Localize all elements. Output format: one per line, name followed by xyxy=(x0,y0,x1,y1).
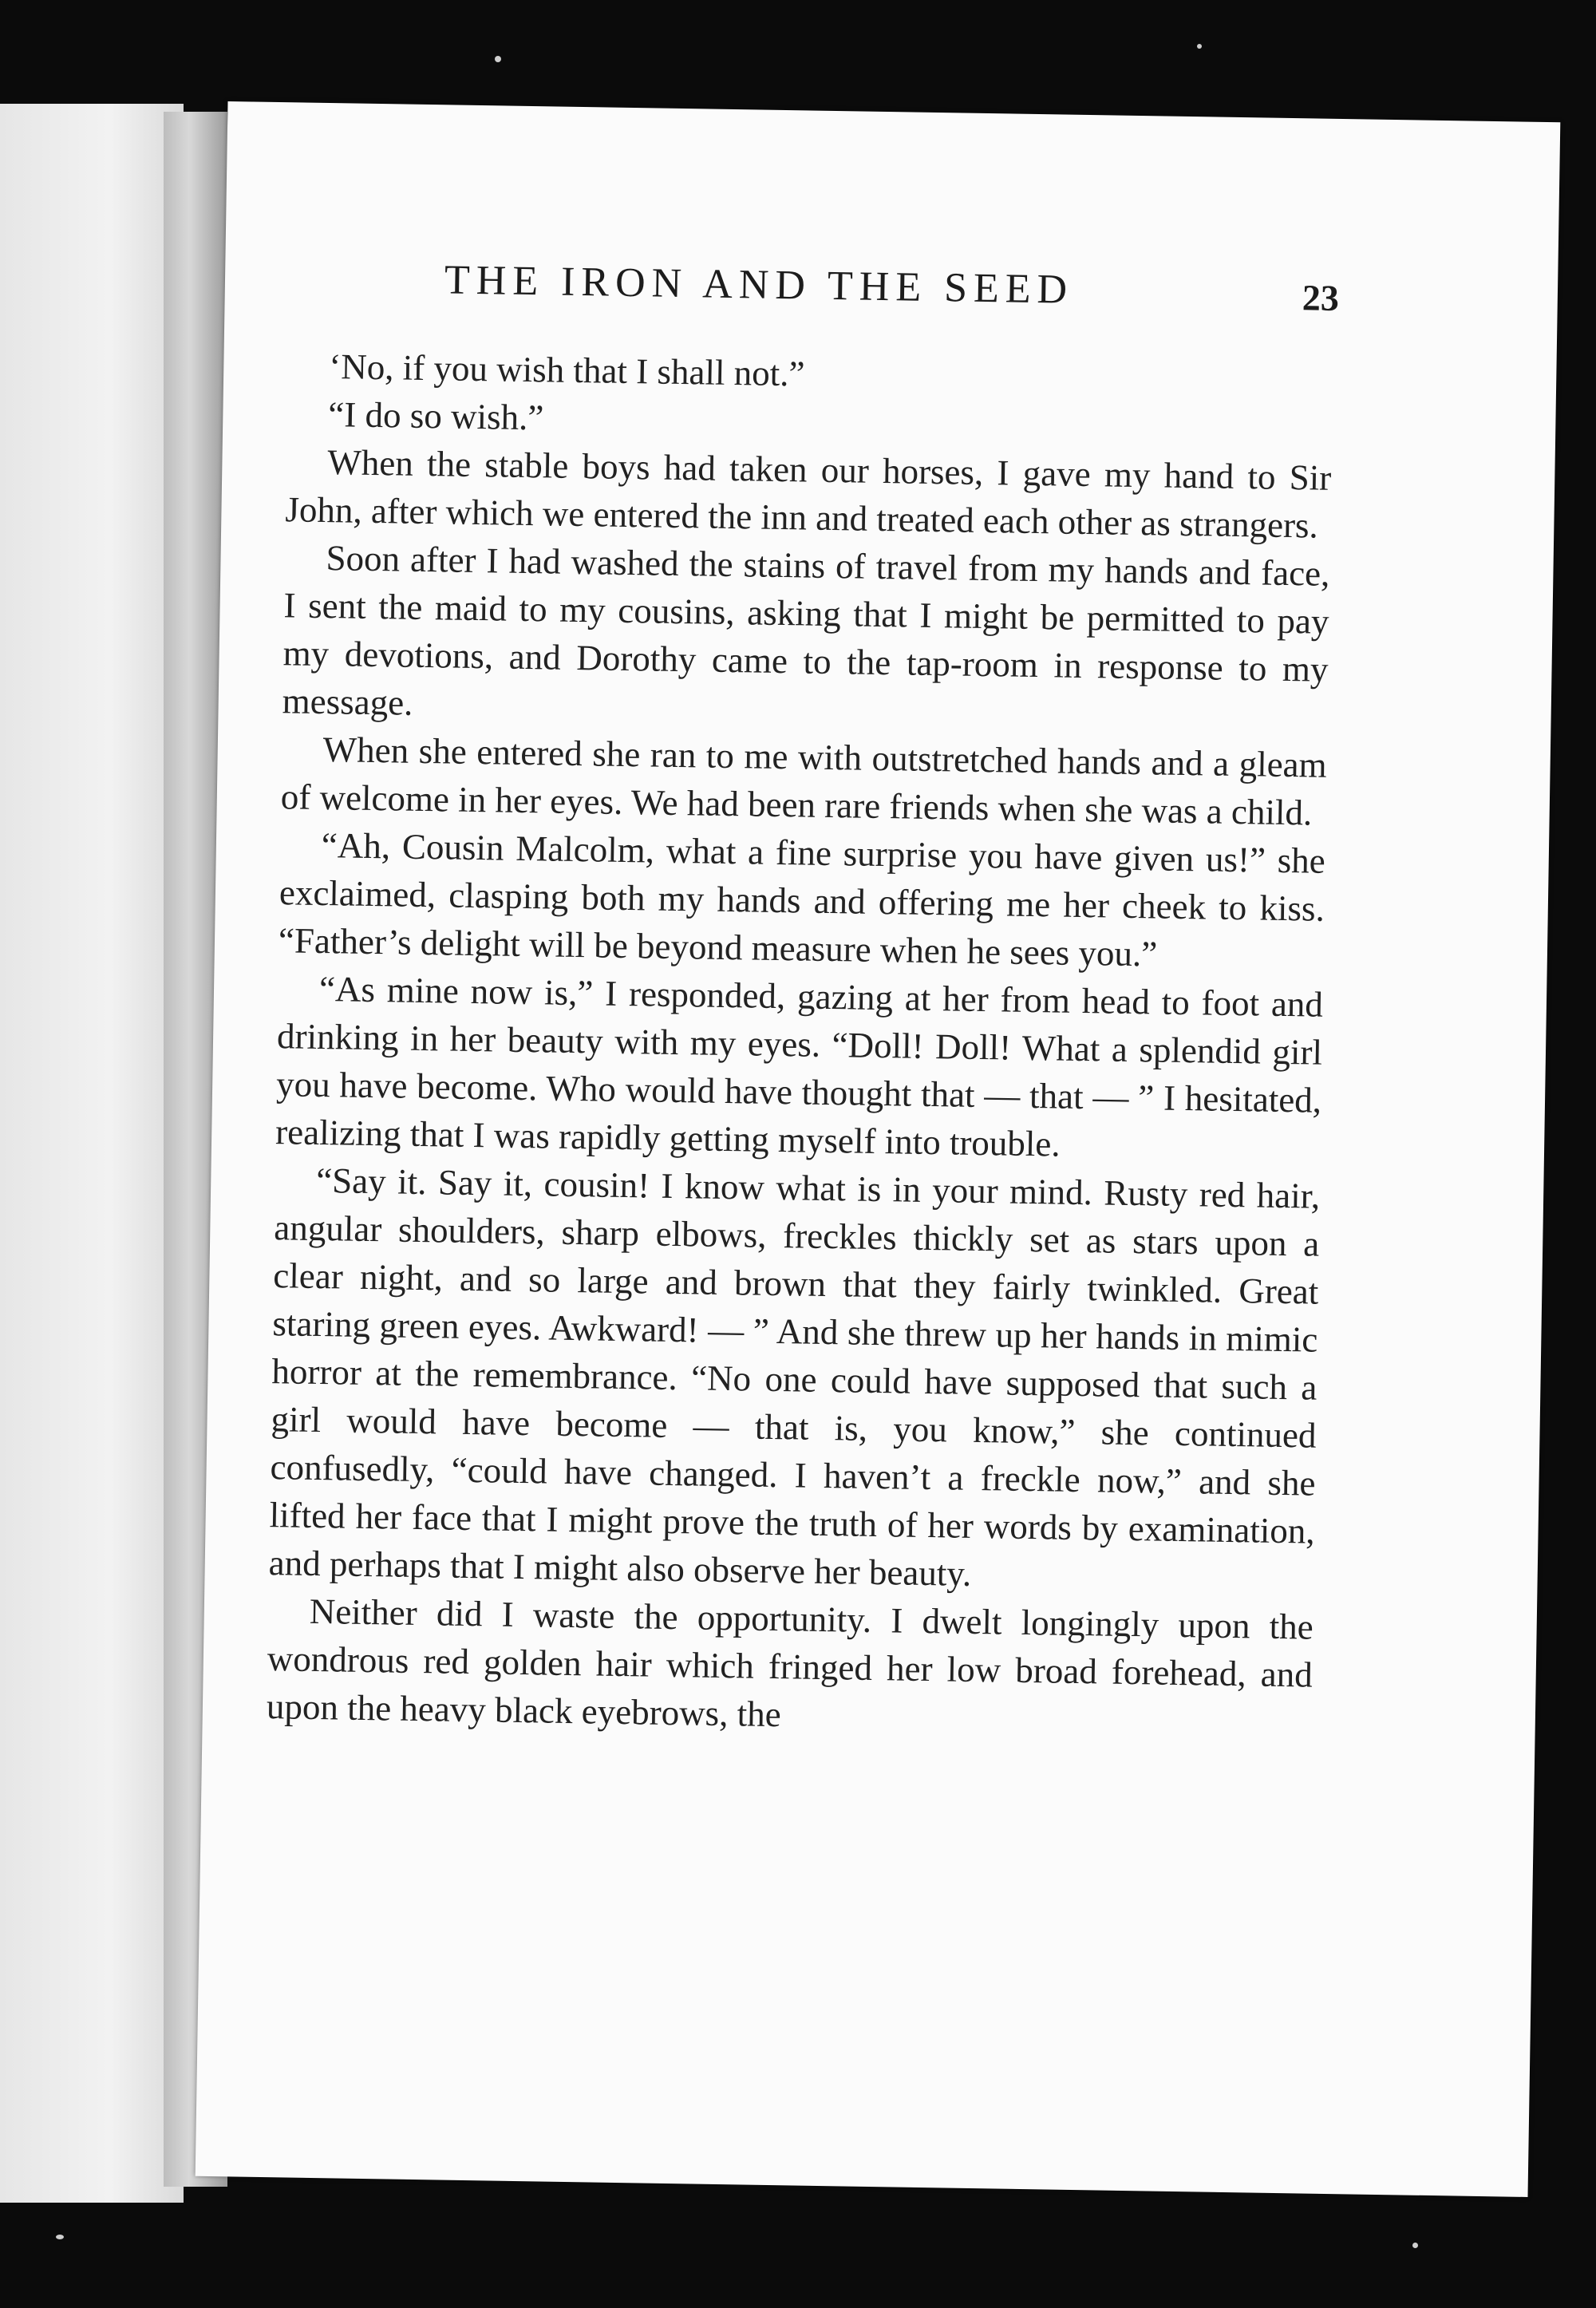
paragraph: When she entered she ran to me with outstretched hands and a gleam of welcome in her eyes. We had been rare friends when she was a child. xyxy=(280,729,1328,833)
dust-speck xyxy=(1197,44,1202,49)
paragraph: “I do so wish.” xyxy=(327,394,544,438)
dust-speck xyxy=(1412,2243,1418,2248)
page-header xyxy=(224,253,1558,330)
paragraph: “Say it. Say it, cousin! I know what is in your mind. Rusty red hair, angular shoulders, sharp elbows, freckles thickly set as stars upon a clear night, and so large and brown that they fairly twinkled. Great staring green eyes. Awkward! — ” And she threw up her hands in mimic horror at the remembrance. “No one could have supposed that such a girl would have become — that is, you know,” she continued confusedly, “could have changed. I haven’t a freckle now,” and she lifted her face that I might prove the truth of her words by examination, and perhaps that I might also observe her beauty. xyxy=(268,1160,1321,1594)
paragraph: When the stable boys had taken our horses, I gave my hand to Sir John, after which we entered the inn and treated each other as strangers. xyxy=(285,442,1332,546)
book-page xyxy=(196,101,1561,2197)
paragraph: Soon after I had washed the stains of travel from my hands and face, I sent the maid to my cousins, asking that I might be permitted to pay my devotions, and Dorothy came to the tap-room in response to my message. xyxy=(282,538,1330,723)
paragraph: “As mine now is,” I responded, gazing at her from head to foot and drinking in her beauty with my eyes. “Doll! Doll! What a splendid girl you have become. Who would have thought that — that — ” I hesitated, realizing that I was rapidly getting myself into trouble. xyxy=(275,968,1324,1164)
left-page-edge xyxy=(0,104,184,2203)
page-body xyxy=(266,342,1333,1746)
running-title: THE IRON AND THE SEED xyxy=(444,257,1074,313)
paragraph: “Ah, Cousin Malcolm, what a fine surprise you have given us!” she exclaimed, clasping both my hands and offering me her cheek to kiss. “Father’s delight will be beyond measure when he sees you.” xyxy=(278,825,1326,974)
dust-speck xyxy=(495,56,501,62)
page-number: 23 xyxy=(1302,277,1340,318)
paragraph: ‘No, if you wish that I shall not.” xyxy=(328,346,805,394)
paragraph: Neither did I waste the opportunity. I dwelt longingly upon the wondrous red golden hair which fringed her low broad forehead, and upon the heavy black eyebrows, the xyxy=(266,1591,1314,1735)
dust-speck xyxy=(56,2235,64,2239)
